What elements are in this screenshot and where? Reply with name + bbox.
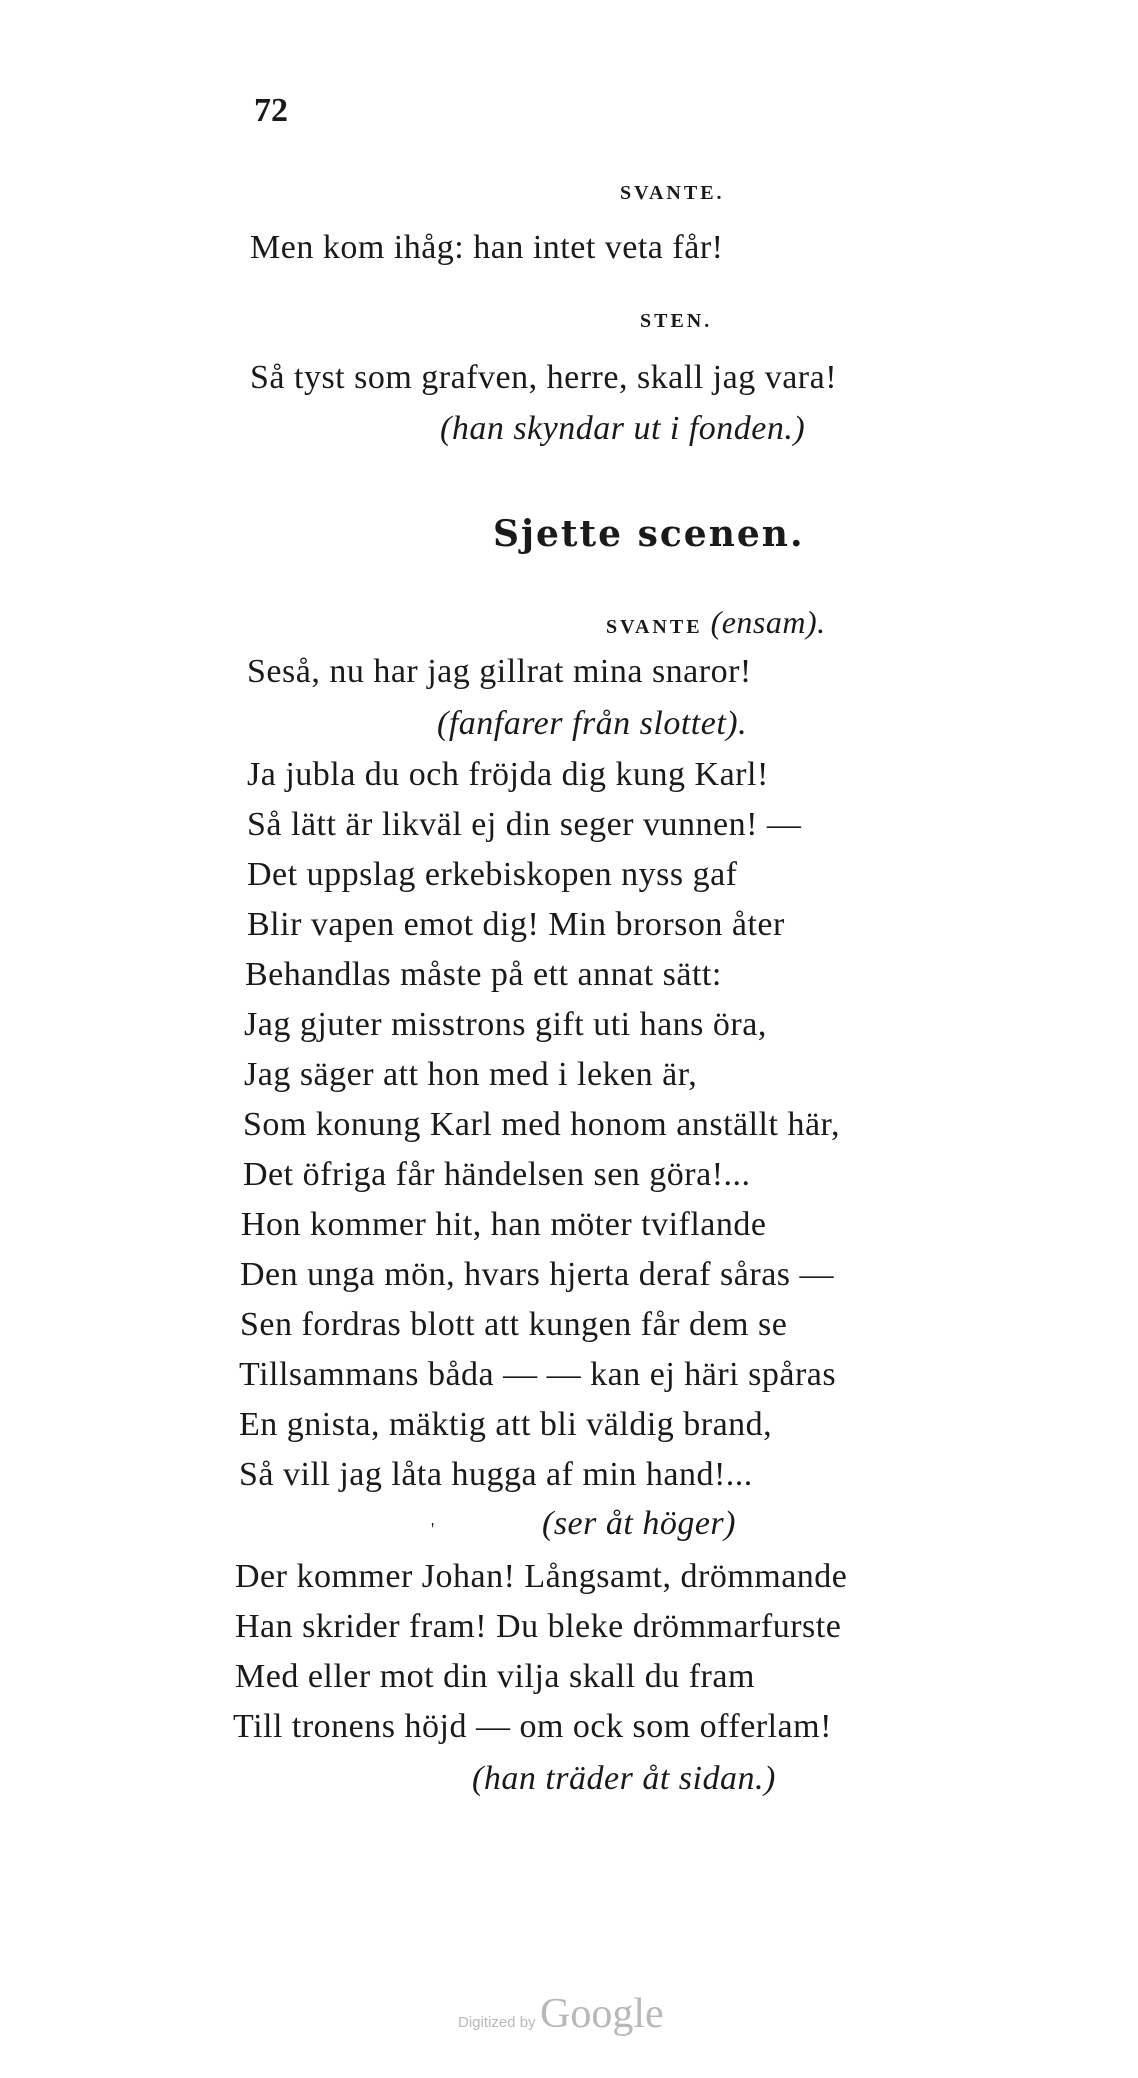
verse-line: Så lätt är likväl ej din seger vunnen! — [247, 806, 802, 843]
verse-line: Ja jubla du och fröjda dig kung Karl! [247, 756, 769, 793]
verse-line: Jag säger att hon med i leken är, [244, 1056, 698, 1093]
speaker-name: SVANTE [606, 616, 703, 638]
speaker-svante-ensam [606, 604, 826, 641]
scene-heading: Sjette scenen. [493, 513, 805, 555]
speaker-sten: STEN. [640, 310, 713, 332]
stage-direction: (fanfarer från slottet). [437, 705, 748, 742]
speaker-svante: SVANTE. [620, 182, 725, 204]
verse-line: En gnista, mäktig att bli väldig brand, [239, 1406, 773, 1443]
verse-line: Jag gjuter misstrons gift uti hans öra, [244, 1006, 767, 1043]
digitized-watermark [458, 1990, 664, 2038]
verse-line: Tillsammans båda — — kan ej häri spåras [239, 1356, 837, 1393]
stray-mark: ' [431, 1519, 435, 1539]
verse-line: Det uppslag erkebiskopen nyss gaf [247, 856, 738, 893]
verse-line: Med eller mot din vilja skall du fram [235, 1658, 755, 1695]
verse-line: Som konung Karl med honom anställt här, [243, 1106, 841, 1143]
digitized-by-text: Digitized by [458, 2014, 536, 2031]
google-logo: Google [540, 1991, 664, 2037]
stage-direction: (han skyndar ut i fonden.) [440, 410, 806, 447]
verse-line: Sen fordras blott att kungen får dem se [240, 1306, 788, 1343]
verse-line: Seså, nu har jag gillrat mina snaror! [247, 653, 752, 690]
stage-direction: (han träder åt sidan.) [472, 1760, 776, 1797]
verse-line: Det öfriga får händelsen sen göra!... [243, 1156, 751, 1193]
verse-line: Men kom ihåg: han intet veta får! [250, 229, 724, 266]
verse-line: Behandlas måste på ett annat sätt: [245, 956, 722, 993]
verse-line: Den unga mön, hvars hjerta deraf såras — [240, 1256, 835, 1293]
page-number: 72 [254, 92, 288, 129]
verse-line: Så tyst som grafven, herre, skall jag vara! [250, 359, 838, 396]
verse-line: Blir vapen emot dig! Min brorson åter [247, 906, 785, 943]
verse-line: Han skrider fram! Du bleke drömmarfurste [235, 1608, 842, 1645]
verse-line: Så vill jag låta hugga af min hand!... [239, 1456, 753, 1493]
speaker-direction: (ensam). [710, 604, 826, 640]
stage-direction: (ser åt höger) [542, 1505, 736, 1542]
verse-line: Hon kommer hit, han möter tviflande [241, 1206, 767, 1243]
verse-line: Der kommer Johan! Långsamt, drömmande [235, 1558, 848, 1595]
verse-line: Till tronens höjd — om ock som offerlam! [233, 1708, 832, 1745]
